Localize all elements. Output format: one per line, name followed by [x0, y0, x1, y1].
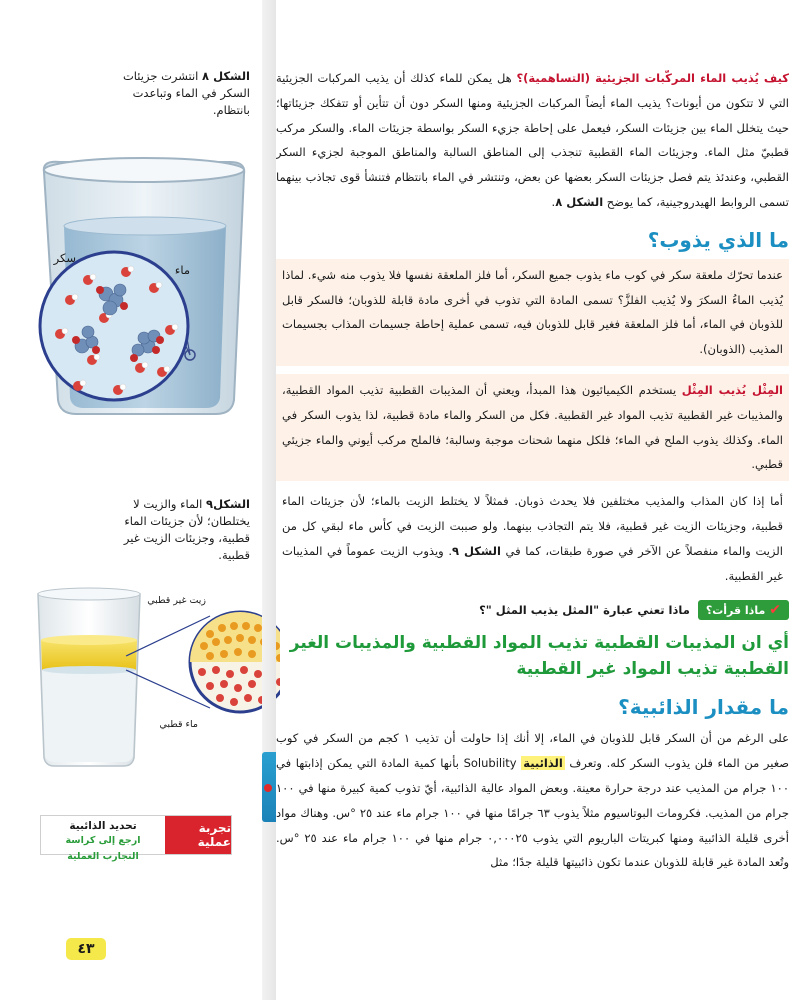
figure-8-caption-text: انتشرت جزيئات السكر في الماء وتباعدت بانتظام. [122, 69, 250, 117]
reading-check-label: ماذا قرأت؟ [705, 603, 766, 617]
section-how-body: هل يمكن للماء كذلك أن يذيب المركبات الجزيئية التي لا تتكون من أيونات؟ يذيب الماء أيضاً المركبات الجزيئية ومنها السكر دون أن تتأين أو تتفكك جزيئاتها؛ حيث يتخلل الماء بين جزيئات السكر، فيعمل على إحاطة جزيء السكر بواسطة جزيئات الماء. والسكر مركب قطبيّ مثل الماء. وجزيئات الماء القطبية تنجذب إلى المناطق السالبة والمناطق الموجبة لجزيء السكر القطبي، وعندئذ يتم فصل جزيئات السكر بعضها عن بعض، وتنتشر في الماء بانتظام فتنشأ قوى تجاذب بينهما تسمى الروابط الهيدروجينية، كما يوضح [276, 71, 789, 209]
chapter-tab-dot [264, 784, 272, 792]
figure-9-oil-label: زيت غير قطبي [147, 595, 206, 606]
figure-8-water-label: ماء [174, 263, 190, 277]
figure-9-caption-text: الماء والزيت لا يختلطان؛ لأن جزيئات الماء قطبية، وجزيئات الزيت غير قطبية. [123, 497, 250, 562]
side-column [0, 0, 276, 1000]
solubility-key-term: الذائبية [523, 756, 563, 771]
figure-8-sugar-label: سكر [53, 251, 76, 265]
solubility-body [276, 726, 789, 875]
beaker-illustration [30, 150, 260, 420]
section-how-title: كيف يُذيب الماء المركّبات الجزيئية (التساهمية)؟ [516, 71, 789, 85]
reading-check-question: ماذا تعني عبارة "المثل يذيب المثل "؟ [479, 603, 690, 618]
figure-8-reference: الشكل ٨ [555, 194, 604, 209]
lab-experiment-title: تحديد الذائبية [69, 820, 137, 832]
oil-water-body-2: . ويذوب الزيت عموماً في المذيبات غير القطبية. [282, 543, 783, 583]
heading-what-dissolves: ما الذي يذوب؟ [647, 227, 789, 252]
figure-8-label: الشكل ٨ [202, 69, 250, 83]
solubility-body-2: Solubility بأنها كمية المادة التي يمكن إذابتها في ١٠٠ جرام من المذيب عند درجة حرارة معينة. وبعض المواد عالية الذائبية، أيّ تذوب كمية كبيرة منها في ١٠٠ جرام من المذيب. فكرومات البوتاسيوم مثلاً يذوب ٦٣ جرامًا منها في ١٠٠ جرام ماء عند ٢٥ °س. وهناك مواد أخرى قليلة الذائبية ومنها كبريتات الباريوم التي يذوب ٠,٠٠٠٢٥ جرام منها في ١٠٠ جرام ماء عند ٢٥ °س. وتُعد المادة غير قابلة للذوبان عندما تكون ذائبيتها قليلة جدًا؛ مثل [276, 756, 789, 870]
handwritten-answer: أي ان المذيبات القطبية تذيب المواد القطبية والمذيبات الغير القطبية تذيب المواد غير القطبية [289, 633, 789, 680]
lab-experiment-subtitle: ارجع إلى كراسة التجارب العملية [65, 835, 141, 862]
heading-solubility: ما مقدار الذائبية؟ [618, 695, 789, 720]
like-dissolves-like-box [276, 374, 789, 481]
figure-8-caption [100, 68, 250, 119]
like-dissolves-like-body: يستخدم الكيميائيون هذا المبدأ، ويعني أن المذيبات القطبية تذيب المواد القطبية، والمذيبات غير القطبية تذيب المواد غير القطبية. فكل من السكر والماء مادة قطبية، لذا يذوب السكر في الماء. وكذلك يذوب الملح في الماء؛ فلكل منهما شحنات موجبة وسالبة؛ فالملح مركب أيوني والماء جزيئي قطبي. [282, 382, 783, 472]
like-dissolves-like-title: المِثْل يُذيب المِثْل [681, 382, 783, 397]
reading-check-badge [698, 600, 789, 620]
figure-9-label: الشكل٩ [206, 497, 250, 511]
lab-experiment-card[interactable] [40, 815, 232, 862]
what-dissolves-body: عندما تحرّك ملعقة سكر في كوب ماء يذوب جميع السكر، أما فلز الملعقة نفسها فلا يذوب منه شيء. لماذا يُذيب الماءُ السكرَ ولا يُذيب الفلزَّ؟ تسمى المادة التي تذوب في أخرى مادة قابلة للذوبان؛ فالسكر قابل للذوبان في الماء، أما فلز الملعقة فغير قابل للذوبان فيه، تسمى عملية إحاطة جسيمات المذاب بجسيمات المذيب (الذوبان). [282, 267, 783, 357]
page-number: ٤٣ [66, 938, 106, 960]
oil-water-paragraph-box [276, 485, 789, 592]
solubility-body-1: على الرغم من أن السكر قابل للذوبان في الماء، إلا أنك إذا حاولت أن تذيب ١ كجم من السكر في كوب صغير من الماء فلن يذوب السكر كله. وتعرف [276, 731, 789, 771]
section-how-water-dissolves: كيف يُذيب الماء المركّبات الجزيئية (التساهمية)؟ هل يمكن للماء كذلك أن يذيب المركبات الجزيئية التي لا تتكون من أيونات؟ يذيب الماء أيضاً المركبات الجزيئية ومنها السكر دون أن تتأين أو تتفكك جزيئاتها؛ حيث يتخلل الماء بين جزيئات السكر، فيعمل على إحاطة جزيء السكر بواسطة جزيئات الماء. والسكر مركب قطبيّ مثل الماء. وجزيئات الماء القطبية تنجذب إلى المناطق السالبة والمناطق الموجبة لجزيء السكر القطبي، وعندئذ يتم فصل جزيئات السكر بعضها عن بعض، وتنتشر في الماء بانتظام فتنشأ قوى تجاذب بينهما تسمى الروابط الهيدروجينية، كما يوضح الشكل ٨. [276, 71, 789, 209]
lab-experiment-tag: تجربة عملية [165, 816, 231, 854]
column-divider [262, 0, 276, 1000]
figure-9-reference: الشكل ٩ [451, 543, 501, 558]
what-dissolves-box [276, 259, 789, 366]
main-column [276, 66, 789, 1000]
checkmark-icon: ✔ [769, 602, 781, 619]
reading-check [276, 598, 789, 622]
oil-water-body-1: أما إذا كان المذاب والمذيب مختلفين فلا يحدث ذوبان. فمثلاً لا يختلط الزيت بالماء؛ لأن جزيئات الماء قطبية، وجزيئات الزيت غير قطبية، فلا يتم التجاذب بينهما. ولو صببت الزيت في كأس ماء لبقي كل من الزيت والماء منفصلاً عن الآخر في صورة طبقات، كما في [282, 494, 783, 558]
figure-9-caption [112, 496, 250, 564]
figure-9-water-label: ماء قطبي [159, 719, 198, 730]
